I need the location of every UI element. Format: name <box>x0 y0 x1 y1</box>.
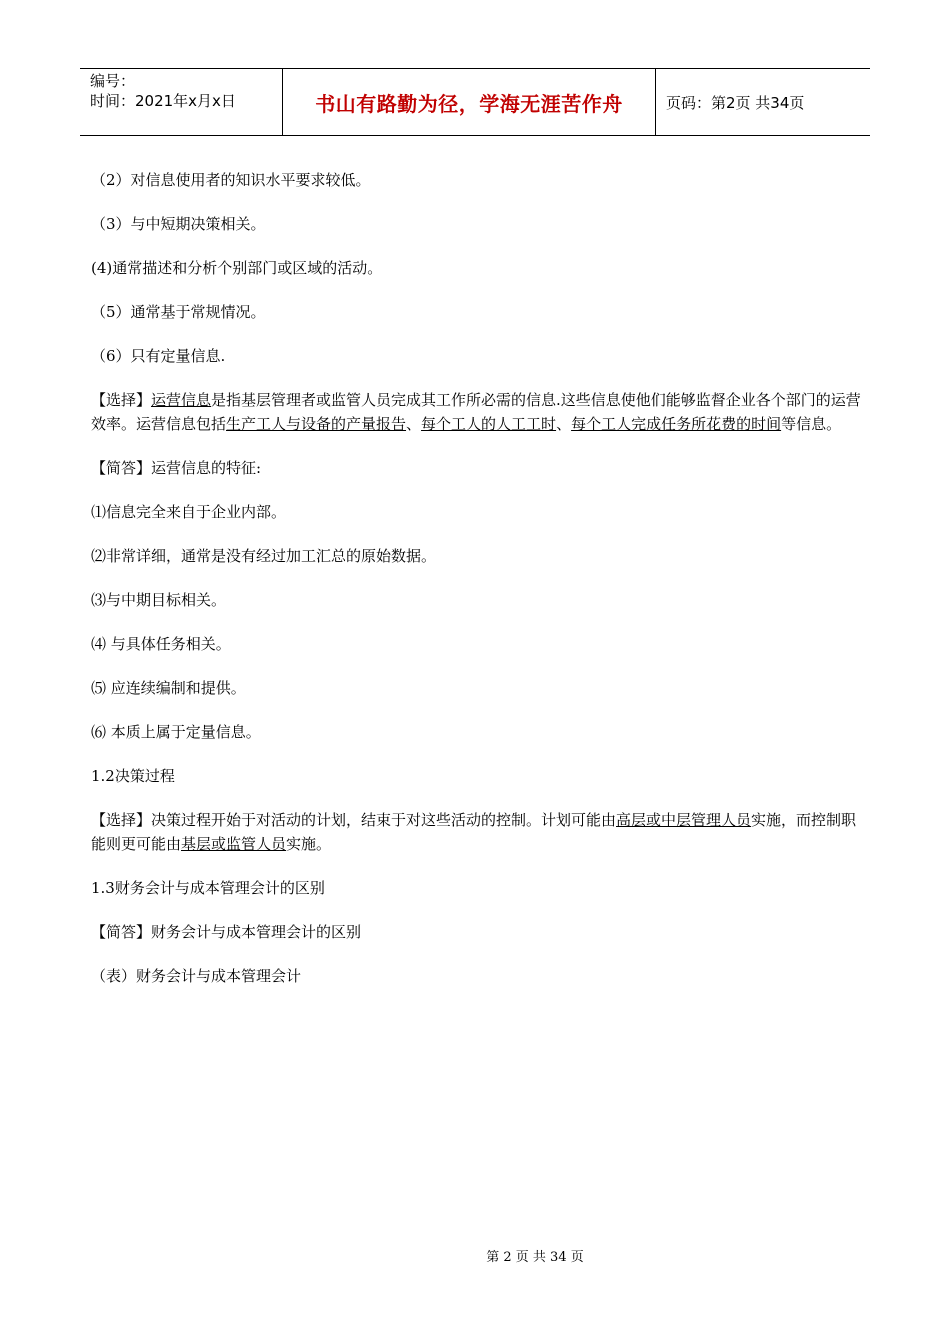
page-header <box>80 68 870 136</box>
document-number: 编号： <box>90 72 136 90</box>
list-item: ⑸ 应连续编制和提供。 <box>91 679 246 697</box>
term-underlined: 生产工人与设备的产量报告 <box>226 415 407 433</box>
text-run: 、 <box>556 415 572 433</box>
list-item: （5）通常基于常规情况。 <box>91 303 266 321</box>
section-heading: 1.3财务会计与成本管理会计的区别 <box>91 879 325 897</box>
paragraph-short-answer: 【简答】运营信息的特征: <box>91 459 262 477</box>
table-caption: （表）财务会计与成本管理会计 <box>91 967 302 985</box>
term-underlined: 运营信息 <box>151 391 212 409</box>
text-run: 【选择】决策过程开始于对活动的计划，结束于对这些活动的控制。计划可能由 <box>91 811 617 829</box>
list-item: （6）只有定量信息. <box>91 347 226 365</box>
header-motto-cell <box>282 69 656 135</box>
paragraph-short-answer: 【简答】财务会计与成本管理会计的区别 <box>91 923 362 941</box>
text-run: 实施。 <box>286 835 332 853</box>
text-run: 是指基层管理者或监管人员完成其工作所必需的信息.这些信息使他们能够监督企业各个部门的运营效率。运营信息包括 <box>91 391 861 433</box>
footer-page-number: 第 2 页 共 34 页 <box>486 1250 584 1265</box>
list-item: ⑷ 与具体任务相关。 <box>91 635 231 653</box>
page-footer <box>0 1246 950 1265</box>
term-underlined: 每个工人的人工工时 <box>421 415 557 433</box>
list-item: ⑶与中期目标相关。 <box>91 591 227 609</box>
list-item: (4)通常描述和分析个别部门或区域的活动。 <box>91 259 383 277</box>
term-underlined: 基层或监管人员 <box>181 835 287 853</box>
header-page-cell <box>656 69 870 135</box>
text-run: 等信息。 <box>781 415 842 433</box>
text-run: 、 <box>406 415 422 433</box>
header-page-number: 页码：第2页 共34页 <box>666 93 805 112</box>
document-date: 时间：2021年x月x日 <box>90 92 236 110</box>
list-item: ⑵非常详细，通常是没有经过加工汇总的原始数据。 <box>91 547 437 565</box>
paragraph-operational-info <box>91 388 861 436</box>
text-run: 实施，而控制职能则更可能由 <box>91 811 857 853</box>
document-body <box>91 168 861 988</box>
term-underlined: 每个工人完成任务所花费的时间 <box>571 415 782 433</box>
term-underlined: 高层或中层管理人员 <box>616 811 752 829</box>
list-item: ⑹ 本质上属于定量信息。 <box>91 723 261 741</box>
header-meta <box>80 69 282 135</box>
list-item: （2）对信息使用者的知识水平要求较低。 <box>91 171 371 189</box>
section-heading: 1.2决策过程 <box>91 767 175 785</box>
tag-select: 【选择】 <box>91 391 152 409</box>
paragraph-decision-process <box>91 808 861 856</box>
list-item: ⑴信息完全来自于企业内部。 <box>91 503 287 521</box>
list-item: （3）与中短期决策相关。 <box>91 215 266 233</box>
header-motto: 书山有路勤为径，学海无涯苦作舟 <box>315 91 623 116</box>
